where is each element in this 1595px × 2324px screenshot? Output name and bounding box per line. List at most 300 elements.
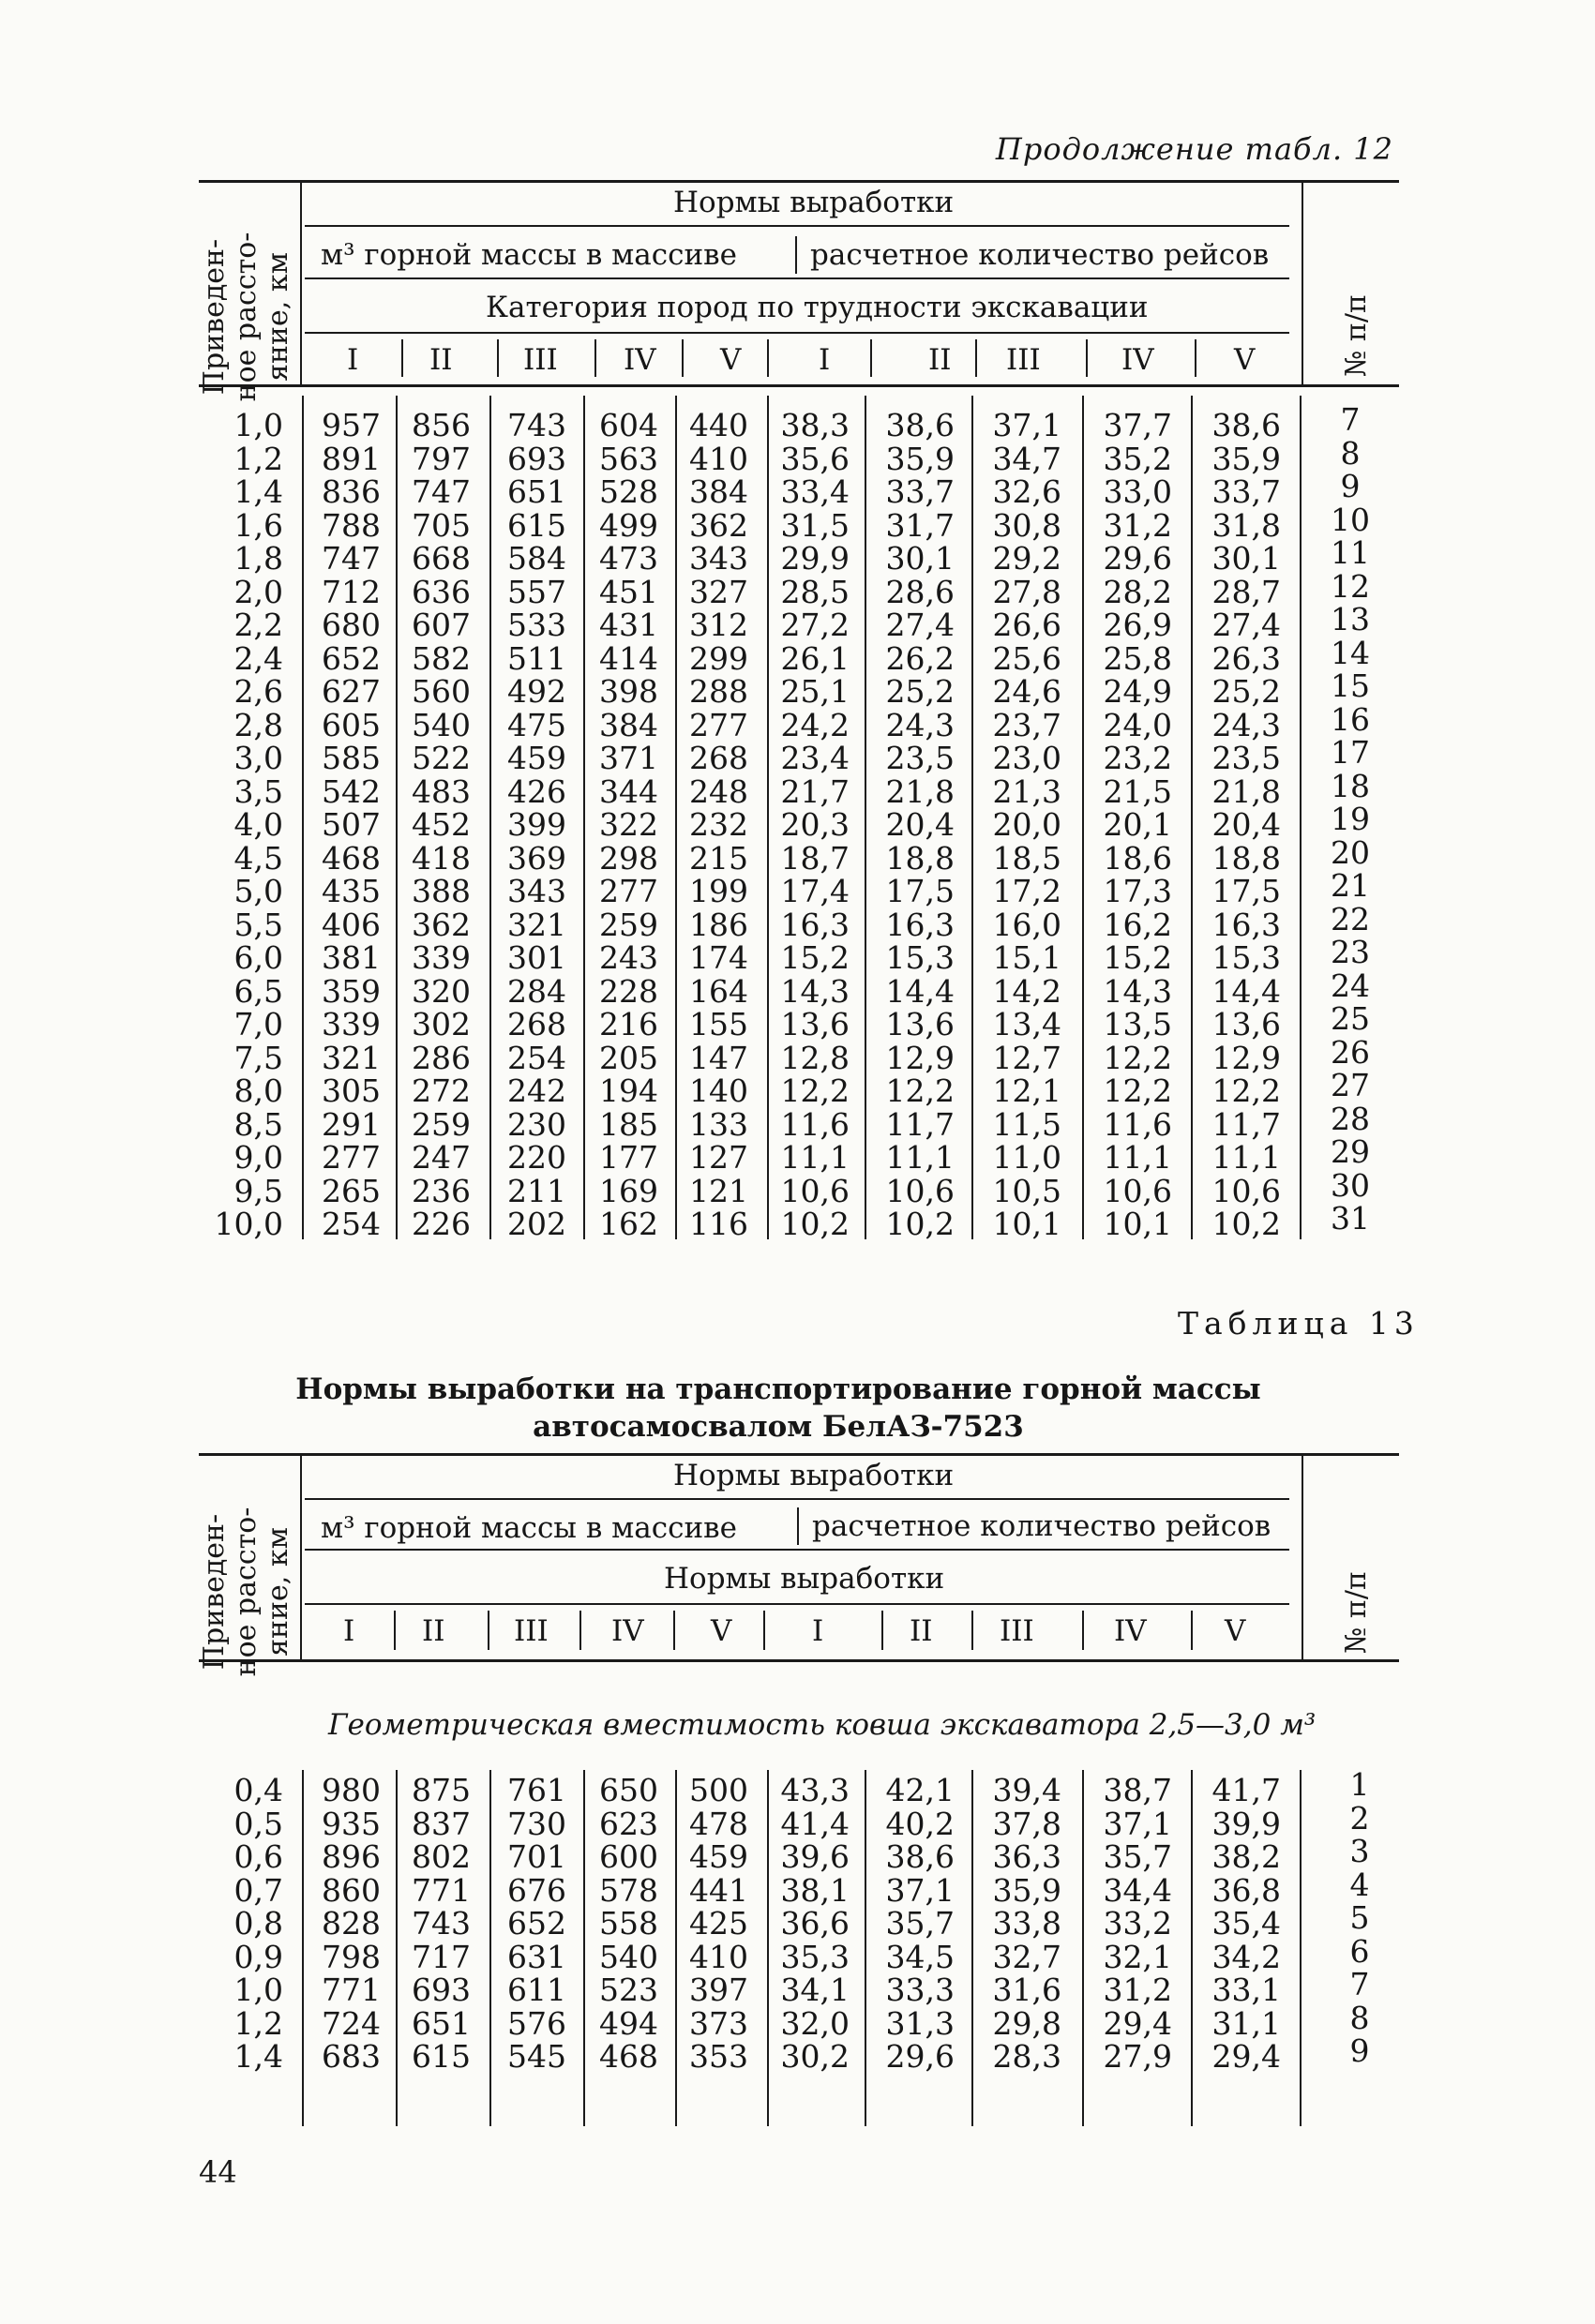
col-divider — [583, 396, 585, 1239]
trips-cat5-column — [1200, 1774, 1281, 2074]
table-cell: 0,8 — [233, 1905, 283, 1942]
table-cell: 604 — [599, 407, 658, 443]
table-cell: 10,2 — [885, 1206, 955, 1242]
table-cell: 27,4 — [1211, 607, 1281, 643]
table-cell: 3 — [1349, 1833, 1370, 1869]
table-cell: 611 — [507, 1972, 566, 2008]
table-cell: 327 — [689, 573, 748, 610]
col-divider — [865, 1770, 866, 2126]
table-cell: 215 — [689, 839, 748, 877]
table-cell: 730 — [507, 1805, 566, 1842]
table-cell: 35,7 — [885, 1905, 955, 1942]
table-cell: 33,4 — [780, 473, 850, 510]
table-cell: 14,3 — [780, 972, 850, 1010]
table-cell: 343 — [689, 540, 748, 577]
trips-header: расчетное количество рейсов — [810, 238, 1270, 272]
distance-column — [199, 409, 283, 1241]
table-cell: 578 — [599, 1871, 658, 1909]
table-cell: 371 — [599, 740, 658, 776]
table-cell: 540 — [599, 1938, 658, 1975]
col-divider — [583, 1770, 585, 2126]
distance-header — [199, 218, 302, 415]
trips-cat4-column — [1091, 1774, 1172, 2074]
norms-header-2: Нормы выработки — [664, 1562, 945, 1596]
table-cell: 410 — [689, 440, 748, 477]
col-divider — [1191, 1611, 1193, 1650]
table-cell: 475 — [507, 706, 566, 743]
header-rule — [305, 225, 1289, 227]
table-cell: 631 — [507, 1938, 566, 1975]
table-cell: 693 — [412, 1972, 471, 2008]
table-cell: 12,2 — [1211, 1072, 1281, 1109]
table-cell: 13,6 — [885, 1006, 955, 1042]
table-cell: 511 — [507, 639, 566, 677]
table-cell: 242 — [507, 1072, 566, 1109]
table-cell: 15,3 — [1211, 939, 1281, 976]
table-cell: 11,1 — [885, 1139, 955, 1176]
table-cell: 410 — [689, 1938, 748, 1975]
trips-cat4-column — [1091, 409, 1172, 1241]
trips-cat1-column — [775, 409, 850, 1241]
table-cell: 2,6 — [233, 673, 283, 710]
table-cell: 25 — [1331, 1000, 1370, 1037]
table-cell: 31,8 — [1211, 506, 1281, 544]
table-cell: 41,7 — [1211, 1772, 1281, 1808]
number-header: № п/п — [1340, 293, 1373, 378]
table-cell: 298 — [599, 839, 658, 877]
table-cell: 205 — [599, 1039, 658, 1076]
table-cell: 29,2 — [992, 540, 1061, 577]
table-cell: 38,2 — [1211, 1838, 1281, 1875]
table-cell: 452 — [412, 806, 471, 843]
table-cell: 36,8 — [1211, 1871, 1281, 1909]
table-cell: 29,6 — [885, 2038, 955, 2075]
table-cell: 651 — [507, 473, 566, 510]
table-cell: 414 — [599, 639, 658, 677]
table-cell: 12 — [1331, 567, 1370, 605]
table-cell: 747 — [322, 540, 381, 577]
table-cell: 585 — [322, 740, 381, 776]
table-cell: 17,5 — [885, 873, 955, 909]
table-cell: 37,1 — [885, 1871, 955, 1909]
table-cell: 12,2 — [885, 1072, 955, 1109]
table-cell: 305 — [322, 1072, 381, 1109]
table-cell: 369 — [507, 839, 566, 877]
table-cell: 28,6 — [885, 573, 955, 610]
volume-cat3-column — [501, 1774, 566, 2074]
category-label: I — [812, 1614, 824, 1648]
table-cell: 39,9 — [1211, 1805, 1281, 1842]
table-cell: 705 — [412, 506, 471, 544]
distance-column — [199, 1774, 283, 2074]
col-divider — [488, 1611, 489, 1650]
table-cell: 312 — [689, 607, 748, 643]
table-cell: 18,8 — [1211, 839, 1281, 877]
col-divider — [579, 1611, 581, 1650]
distance-header-line: ное рассто- — [230, 1507, 263, 1677]
table-cell: 680 — [322, 607, 381, 643]
table-cell: 277 — [322, 1139, 381, 1176]
table-cell: 2,2 — [233, 607, 283, 643]
table-cell: 712 — [322, 573, 381, 610]
table-cell: 127 — [689, 1139, 748, 1176]
table-cell: 17,4 — [780, 873, 850, 909]
table-cell: 10,5 — [992, 1172, 1061, 1209]
table-cell: 29,4 — [1103, 2004, 1172, 2042]
table-cell: 13,6 — [780, 1006, 850, 1042]
table-cell: 21 — [1331, 867, 1370, 904]
table-cell: 19 — [1331, 801, 1370, 837]
table-cell: 268 — [689, 740, 748, 776]
table-cell: 302 — [412, 1006, 471, 1042]
table-cell: 473 — [599, 540, 658, 577]
table-cell: 37,1 — [992, 407, 1061, 443]
table-cell: 33,1 — [1211, 1972, 1281, 2008]
table-cell: 28,5 — [780, 573, 850, 610]
table-cell: 798 — [322, 1938, 381, 1975]
table-cell: 29 — [1331, 1133, 1370, 1170]
distance-header-line: Приведен- — [198, 238, 231, 396]
distance-header-line: яние, км — [262, 252, 294, 382]
table-cell: 636 — [412, 573, 471, 610]
table-cell: 7,0 — [233, 1006, 283, 1042]
table-cell: 39,4 — [992, 1772, 1061, 1808]
table-cell: 41,4 — [780, 1805, 850, 1842]
table-cell: 523 — [599, 1972, 658, 2008]
table-cell: 3,0 — [233, 740, 283, 776]
table-cell: 18,6 — [1103, 839, 1172, 877]
table-cell: 26,9 — [1103, 607, 1172, 643]
table-cell: 6,0 — [233, 939, 283, 976]
table-cell: 32,1 — [1103, 1938, 1172, 1975]
table-cell: 836 — [322, 473, 381, 510]
subheading: Геометрическая вместимость ковша экскаватора 2,5—3,0 м³ — [328, 1708, 1317, 1742]
table-cell: 20 — [1331, 833, 1370, 871]
table-cell: 23,5 — [885, 740, 955, 776]
table-cell: 322 — [599, 806, 658, 843]
table-cell: 24 — [1331, 967, 1370, 1004]
table-cell: 11,6 — [1103, 1105, 1172, 1143]
table-cell: 441 — [689, 1871, 748, 1909]
table-cell: 860 — [322, 1871, 381, 1909]
table-cell: 33,8 — [992, 1905, 1061, 1942]
table-cell: 38,6 — [885, 407, 955, 443]
table-cell: 34,2 — [1211, 1938, 1281, 1975]
table-cell: 802 — [412, 1838, 471, 1875]
table-cell: 2 — [1349, 1799, 1370, 1837]
table-cell: 7 — [1340, 401, 1361, 438]
table-cell: 15 — [1331, 667, 1370, 704]
category-label: IV — [611, 1614, 644, 1648]
table-cell: 11,5 — [992, 1105, 1061, 1143]
table-cell: 399 — [507, 806, 566, 843]
norms-header: Нормы выработки — [673, 1459, 955, 1492]
table-cell: 140 — [689, 1072, 748, 1109]
table-cell: 652 — [507, 1905, 566, 1942]
table-cell: 384 — [599, 706, 658, 743]
col-divider — [401, 339, 403, 377]
col-divider — [396, 396, 398, 1239]
table-cell: 499 — [599, 506, 658, 544]
col-divider — [1191, 396, 1193, 1239]
table-cell: 186 — [689, 906, 748, 943]
table-cell: 607 — [412, 607, 471, 643]
table-cell: 431 — [599, 607, 658, 643]
volume-header: м³ горной массы в массиве — [321, 1511, 737, 1545]
table-cell: 35,9 — [992, 1871, 1061, 1909]
volume-header: м³ горной массы в массиве — [321, 238, 737, 272]
header-rule — [305, 1498, 1289, 1500]
table-cell: 1,6 — [233, 506, 283, 544]
table-cell: 12,2 — [780, 1072, 850, 1109]
volume-cat4-column — [593, 409, 658, 1241]
table-cell: 4,5 — [233, 839, 283, 877]
title-line: Нормы выработки на транспортирование горной массы — [295, 1372, 1261, 1406]
table-cell: 216 — [599, 1006, 658, 1042]
col-divider — [1191, 1770, 1193, 2126]
continuation-title: Продолжение табл. 12 — [995, 131, 1393, 167]
table-cell: 20,4 — [885, 806, 955, 843]
table-cell: 339 — [322, 1006, 381, 1042]
table-cell: 0,7 — [233, 1871, 283, 1909]
table-cell: 584 — [507, 540, 566, 577]
table-cell: 35,9 — [1211, 440, 1281, 477]
table-cell: 286 — [412, 1039, 471, 1076]
distance-header-line: Приведен- — [198, 1513, 231, 1671]
table-cell: 40,2 — [885, 1805, 955, 1842]
volume-cat1-column — [315, 409, 381, 1241]
table-cell: 17,2 — [992, 873, 1061, 909]
category-label: I — [343, 1614, 355, 1648]
table-cell: 21,8 — [885, 772, 955, 810]
table-cell: 11,7 — [1211, 1105, 1281, 1143]
table-cell: 4 — [1349, 1866, 1370, 1903]
table-cell: 7 — [1349, 1966, 1370, 2002]
table-cell: 32,6 — [992, 473, 1061, 510]
table-cell: 21,3 — [992, 772, 1061, 810]
table-cell: 0,6 — [233, 1838, 283, 1875]
table-cell: 10,6 — [1211, 1172, 1281, 1209]
distance-header — [199, 1493, 302, 1690]
table-cell: 14 — [1331, 634, 1370, 671]
table-cell: 771 — [322, 1972, 381, 2008]
table-cell: 14,4 — [885, 972, 955, 1010]
table-cell: 33,0 — [1103, 473, 1172, 510]
title-line: автосамосвалом БелАЗ-7523 — [533, 1410, 1024, 1444]
table-cell: 8,0 — [233, 1072, 283, 1109]
col-divider — [489, 396, 491, 1239]
table-cell: 25,6 — [992, 639, 1061, 677]
table-cell: 34,5 — [885, 1938, 955, 1975]
table-cell: 35,2 — [1103, 440, 1172, 477]
table-cell: 38,6 — [885, 1838, 955, 1875]
table-cell: 743 — [412, 1905, 471, 1942]
table-cell: 22 — [1331, 900, 1370, 937]
table-cell: 11,6 — [780, 1105, 850, 1143]
table-cell: 35,4 — [1211, 1905, 1281, 1942]
col-divider — [396, 1770, 398, 2126]
table-cell: 11,0 — [992, 1139, 1061, 1176]
header-bottom-rule — [199, 1659, 1399, 1662]
header-rule — [305, 1603, 1289, 1605]
table-cell: 116 — [689, 1206, 748, 1242]
table-cell: 12,1 — [992, 1072, 1061, 1109]
col-divider — [497, 339, 499, 377]
table-cell: 259 — [412, 1105, 471, 1143]
table-cell: 384 — [689, 473, 748, 510]
table-cell: 12,7 — [992, 1039, 1061, 1076]
table-cell: 27,9 — [1103, 2038, 1172, 2075]
table-13-title — [263, 1371, 1294, 1446]
col-divider — [1082, 1611, 1084, 1650]
table-cell: 344 — [599, 772, 658, 810]
table-cell: 17 — [1331, 734, 1370, 771]
table-cell: 247 — [412, 1139, 471, 1176]
page-number: 44 — [199, 2154, 237, 2190]
table-cell: 650 — [599, 1772, 658, 1808]
table-cell: 724 — [322, 2004, 381, 2042]
table-cell: 16,3 — [780, 906, 850, 943]
table-cell: 24,0 — [1103, 706, 1172, 743]
table-cell: 343 — [507, 873, 566, 909]
table-cell: 236 — [412, 1172, 471, 1209]
table-cell: 29,9 — [780, 540, 850, 577]
table-cell: 28,2 — [1103, 573, 1172, 610]
table-cell: 13,6 — [1211, 1006, 1281, 1042]
table-cell: 451 — [599, 573, 658, 610]
table-cell: 468 — [322, 839, 381, 877]
category-label: I — [347, 343, 359, 377]
category-label: II — [910, 1614, 933, 1648]
header-rule — [305, 332, 1289, 334]
category-label: IV — [1121, 343, 1154, 377]
table-cell: 5,5 — [233, 906, 283, 943]
table-cell: 11 — [1331, 534, 1370, 571]
table-cell: 29,6 — [1103, 540, 1172, 577]
table-cell: 32,7 — [992, 1938, 1061, 1975]
table-cell: 557 — [507, 573, 566, 610]
table-cell: 615 — [412, 2038, 471, 2075]
col-divider — [394, 1611, 396, 1650]
table-cell: 12,2 — [1103, 1072, 1172, 1109]
col-divider — [1082, 1770, 1084, 2126]
table-cell: 31,3 — [885, 2004, 955, 2042]
table-cell: 339 — [412, 939, 471, 976]
table-cell: 2,8 — [233, 706, 283, 743]
table-cell: 2,4 — [233, 639, 283, 677]
table-cell: 623 — [599, 1805, 658, 1842]
table-cell: 31,2 — [1103, 506, 1172, 544]
trips-header: расчетное количество рейсов — [812, 1509, 1271, 1543]
table-cell: 37,1 — [1103, 1805, 1172, 1842]
col-divider — [1300, 396, 1302, 1239]
table-cell: 7,5 — [233, 1039, 283, 1076]
table-cell: 1,2 — [233, 2004, 283, 2042]
volume-cat2-column — [405, 409, 471, 1241]
table-cell: 560 — [412, 673, 471, 710]
table-cell: 25,8 — [1103, 639, 1172, 677]
col-divider — [1300, 1770, 1302, 2126]
table-cell: 27 — [1331, 1067, 1370, 1103]
table-cell: 30,1 — [1211, 540, 1281, 577]
table-cell: 0,5 — [233, 1805, 283, 1842]
table-top-rule — [199, 180, 1399, 183]
table-cell: 185 — [599, 1105, 658, 1143]
category-label: II — [928, 343, 952, 377]
table-cell: 228 — [599, 972, 658, 1010]
table-cell: 459 — [507, 740, 566, 776]
table-cell: 27,8 — [992, 573, 1061, 610]
table-cell: 418 — [412, 839, 471, 877]
category-label: IV — [624, 343, 656, 377]
table-cell: 2,0 — [233, 573, 283, 610]
table-cell: 10,6 — [780, 1172, 850, 1209]
table-cell: 211 — [507, 1172, 566, 1209]
table-cell: 133 — [689, 1105, 748, 1143]
category-label: III — [1006, 343, 1041, 377]
col-divider — [1082, 396, 1084, 1239]
table-cell: 38,3 — [780, 407, 850, 443]
category-label: III — [514, 1614, 549, 1648]
table-cell: 6,5 — [233, 972, 283, 1010]
table-cell: 492 — [507, 673, 566, 710]
table-cell: 837 — [412, 1805, 471, 1842]
table-cell: 507 — [322, 806, 381, 843]
table-cell: 24,3 — [885, 706, 955, 743]
col-divider — [767, 396, 769, 1239]
trips-cat5-column — [1200, 409, 1281, 1241]
volume-cat1-column — [315, 1774, 381, 2074]
row-number-column — [1313, 403, 1388, 1236]
header-bottom-rule — [199, 384, 1399, 387]
table-cell: 28 — [1331, 1100, 1370, 1137]
table-cell: 30,8 — [992, 506, 1061, 544]
table-cell: 42,1 — [885, 1772, 955, 1808]
volume-cat2-column — [405, 1774, 471, 2074]
table-cell: 459 — [689, 1838, 748, 1875]
table-cell: 980 — [322, 1772, 381, 1808]
table-cell: 12,9 — [885, 1039, 955, 1076]
table-cell: 272 — [412, 1072, 471, 1109]
table-cell: 10,1 — [1103, 1206, 1172, 1242]
table-cell: 717 — [412, 1938, 471, 1975]
col-divider — [795, 236, 797, 274]
table-cell: 362 — [689, 506, 748, 544]
table-cell: 26 — [1331, 1033, 1370, 1071]
table-cell: 16,3 — [1211, 906, 1281, 943]
table-cell: 30 — [1331, 1166, 1370, 1204]
table-cell: 37,8 — [992, 1805, 1061, 1842]
table-cell: 174 — [689, 939, 748, 976]
table-cell: 35,7 — [1103, 1838, 1172, 1875]
table-cell: 20,4 — [1211, 806, 1281, 843]
table-cell: 896 — [322, 1838, 381, 1875]
table-cell: 701 — [507, 1838, 566, 1875]
table-cell: 36,3 — [992, 1838, 1061, 1875]
table-cell: 1,2 — [233, 440, 283, 477]
table-cell: 1,0 — [233, 1972, 283, 2008]
col-divider — [302, 1770, 304, 2126]
table-cell: 33,7 — [1211, 473, 1281, 510]
table-cell: 542 — [322, 772, 381, 810]
table-cell: 24,3 — [1211, 706, 1281, 743]
table-cell: 23,2 — [1103, 740, 1172, 776]
table-cell: 747 — [412, 473, 471, 510]
category-label: III — [1000, 1614, 1034, 1648]
table-cell: 494 — [599, 2004, 658, 2042]
col-divider — [594, 339, 596, 377]
table-cell: 522 — [412, 740, 471, 776]
